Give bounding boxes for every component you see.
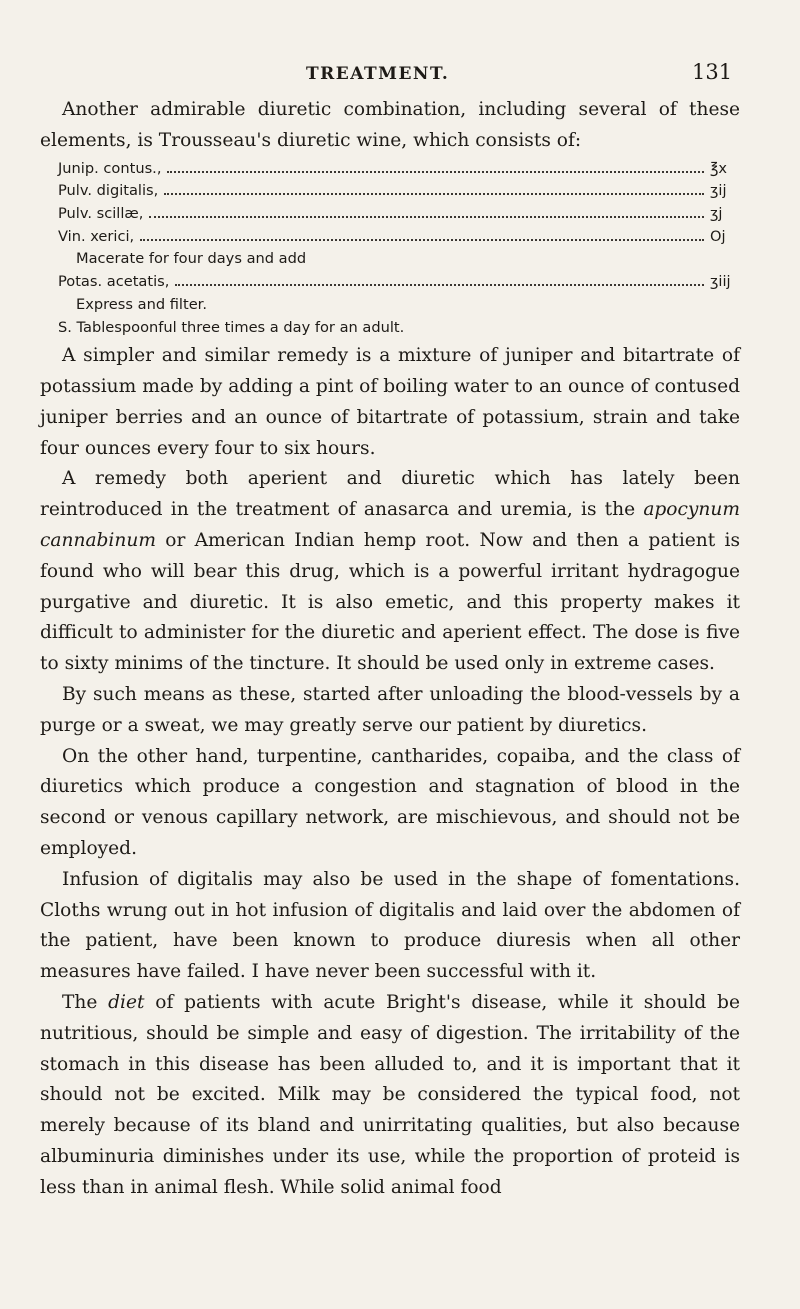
ingredient-quantity: Oj [710, 227, 726, 245]
prescription-instruction: Express and filter. [76, 295, 207, 313]
running-head: TREATMENT. [306, 64, 450, 84]
dot-leader [140, 239, 704, 241]
italic-term: diet [108, 991, 145, 1013]
prescription-line [58, 271, 736, 294]
dot-leader [149, 216, 704, 218]
intro-paragraph: Another admirable diuretic combination, including several of these elements, is Trousseau's diuretic wine, which consists of: [40, 99, 740, 151]
paragraph-text: The [62, 991, 98, 1013]
ingredient-name: Potas. acetatis, [58, 273, 170, 291]
dot-leader [167, 171, 704, 173]
prescription-line [58, 158, 736, 181]
ingredient-quantity: ℥x [710, 159, 728, 177]
ingredient-quantity: ʒj [710, 205, 723, 222]
body-paragraph: Infusion of digitalis may also be used in the shape of fomentations. Cloths wrung out in hot infusion of digitalis and laid over the abdomen of the patient, have been known to produce diuresis when all other measures have failed. I have never been successful with it. [40, 868, 740, 983]
body-paragraph: A simpler and similar remedy is a mixture of juniper and bitartrate of potassium made by adding a pint of boiling water to an ounce of contused juniper berries and an ounce of bitartrate of potassium, strain and take four ounces every four to six hours. [40, 345, 740, 459]
body-paragraph: On the other hand, turpentine, cantharides, copaiba, and the class of diuretics which produce a congestion and stagnation of blood in the second or venous capillary network, are mischievous, and should not be employed. [40, 745, 740, 859]
body-paragraph [40, 464, 740, 680]
ingredient-name: Pulv. scillæ, [58, 205, 144, 222]
prescription-instruction: Macerate for four days and add [76, 250, 307, 268]
prescription-line [58, 226, 736, 249]
ingredient-quantity: ʒij [710, 182, 727, 200]
italic-term: apocynum cannabinum [40, 499, 740, 551]
body-paragraph: By such means as these, started after unloading the blood-vessels by a purge or a sweat, we may greatly serve our patient by diuretics. [40, 683, 740, 736]
body-paragraph [40, 988, 740, 1204]
ingredient-name: Junip. contus., [58, 159, 162, 177]
dot-leader [164, 193, 704, 195]
paragraph-text: of patients with acute Bright's disease, while it should be nutritious, should be simple and easy of digestion. The irritability of the stomach in this disease has been alluded to, and it is important that it should not be excited. Milk may be considered the typical food, not merely because of its bland and unirritating qualities, but also because albuminuria diminishes under its use, while the proportion of proteid is less than in animal flesh. While solid animal food [40, 991, 740, 1198]
page-body [40, 95, 740, 1204]
paragraph-text: A remedy both aperient and diuretic which has lately been reintroduced in the treatment of anasarca and uremia, is the [40, 468, 740, 521]
dot-leader [175, 284, 704, 286]
prescription [58, 158, 736, 340]
page-header [0, 60, 800, 94]
prescription-line [58, 203, 736, 226]
page-number: 131 [692, 60, 733, 84]
prescription-dosage: S. Tablespoonful three times a day for an adult. [58, 318, 405, 336]
ingredient-quantity: ʒiij [710, 273, 731, 291]
ingredient-name: Pulv. digitalis, [58, 182, 159, 200]
paragraph-text: or American Indian hemp root. Now and then a patient is found who will bear this drug, which is a powerful irritant hydragogue purgative and diuretic. It is also emetic, and this property makes it difficult to administer for the diuretic and aperient effect. The dose is five to sixty minims of the tincture. It should be used only in extreme cases. [40, 530, 740, 675]
ingredient-name: Vin. xerici, [58, 227, 135, 245]
prescription-line [58, 180, 736, 203]
